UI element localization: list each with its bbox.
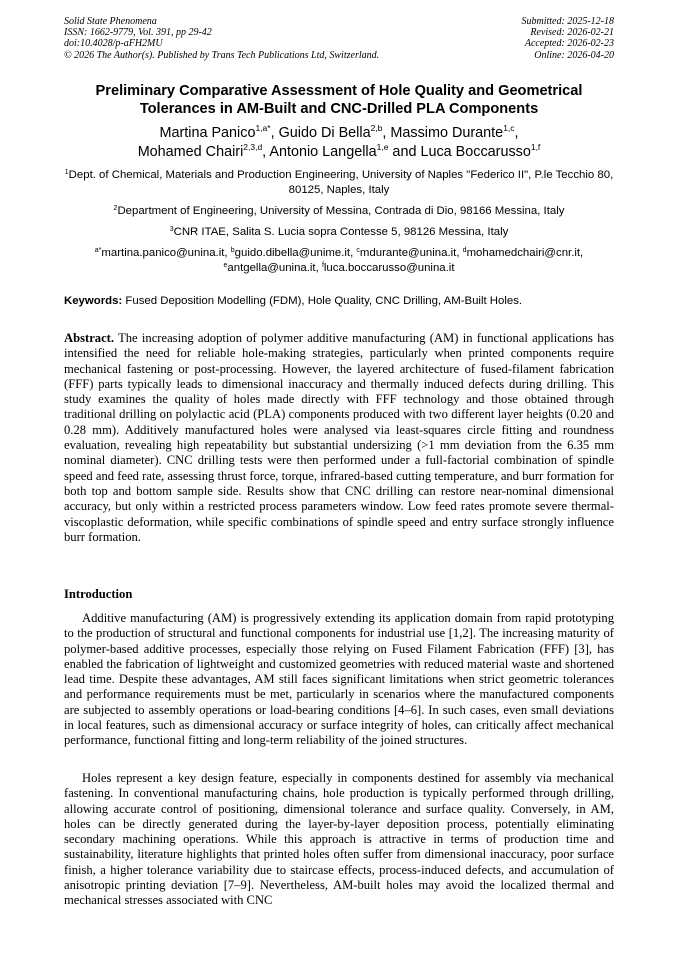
- abstract-label: Abstract.: [64, 331, 115, 345]
- copyright: © 2026 The Author(s). Published by Trans Tech Publications Ltd, Switzerland.: [64, 49, 380, 61]
- accepted-date: Accepted: 2026-02-23: [524, 38, 614, 50]
- affiliation-number: 2: [113, 205, 118, 212]
- affiliation-text: Department of Engineering, University of Messina, Contrada di Dio, 98166 Messina, Italy: [117, 205, 565, 217]
- issn: ISSN: 1662-9779, Vol. 391, pp 29-42: [64, 27, 212, 39]
- author-separator: and: [388, 144, 421, 160]
- email-line-2: [52, 261, 626, 276]
- author-affiliation-mark: 1,e: [376, 142, 389, 152]
- author-line-2: [40, 143, 638, 162]
- abstract: [64, 331, 614, 545]
- paper-title: [40, 82, 638, 118]
- introduction-paragraph-1: Additive manufacturing (AM) is progressively extending its application domain from rapid prototyping to the production of structural and functional components for industrial use [1,2]. The increasing maturity of polymer-based additive processes, especially those relying on Fused Filament Fabrication (FFF) [3], has enabled the fabrication of lightweight and customized geometries with reduced material waste and shortened lead time. Despite these advantages, AM still faces significant limitations when strict geometric tolerances and performance requirements must be met, particularly in scenarios where the manufactured components are subjected to assembly operations or load-bearing conditions [4–6]. In such cases, even small deviations in local features, such as dimensional accuracy or surface integrity of holes, can critically affect mechanical performance, functional fitting and long-term reliability of the joined structures.: [64, 611, 614, 748]
- affiliation-text: Dept. of Chemical, Materials and Production Engineering, University of Naples "Federico II", P.le Tecchio 80, 80125, Naples, Italy: [68, 169, 614, 196]
- email-link[interactable]: mohamedchairi@cnr.it,: [466, 247, 584, 259]
- author-affiliation-mark: 1,f: [530, 142, 541, 152]
- author-separator: ,: [262, 144, 270, 160]
- email-link[interactable]: martina.panico@unina.it,: [101, 247, 231, 259]
- author-affiliation-mark: 2,b: [370, 123, 383, 133]
- author-name: Massimo Durante: [390, 125, 504, 141]
- email-mark: e: [223, 262, 228, 269]
- author-affiliation-mark: 2,3,d: [243, 142, 263, 152]
- introduction-paragraph-2: Holes represent a key design feature, especially in components destined for assembly via mechanical fastening. In conventional manufacturing chains, hole production is typically performed through drilling, allowing accurate control of positioning, dimensional tolerance and surface quality. Conversely, in AM, holes can be directly generated during the layer-by-layer deposition process, potentially eliminating secondary machining operations. While this approach is attractive in terms of production time and sustainability, literature highlights that printed holes often suffer from dimensional inaccuracy, poor surface finish, a higher tolerance variability due to staircase effects, process-induced defects, and accumulation of anisotropic printing deviation [7–9]. Nevertheless, AM-built holes may avoid the localized thermal and mechanical stresses associated with CNC: [64, 771, 614, 908]
- affiliation-3: [52, 225, 626, 240]
- title-line-2: Tolerances in AM-Built and CNC-Drilled PLA Components: [139, 101, 539, 117]
- email-mark: d: [462, 247, 467, 254]
- author-affiliation-mark: 1,a*: [255, 123, 271, 133]
- author-name: Antonio Langella: [269, 144, 377, 160]
- author-list: [40, 124, 638, 162]
- affiliation-number: 3: [169, 226, 174, 233]
- affiliation-2: [52, 204, 626, 219]
- affiliation-text: CNR ITAE, Salita S. Lucia sopra Contesse 5, 98126 Messina, Italy: [173, 226, 509, 238]
- email-link[interactable]: antgella@unina.it,: [227, 262, 322, 274]
- author-separator: ,: [514, 125, 519, 141]
- author-name: Luca Boccarusso: [420, 144, 531, 160]
- author-emails: [52, 246, 626, 276]
- revised-date: Revised: 2026-02-21: [530, 27, 614, 39]
- journal-header-right: [522, 16, 615, 61]
- author-name: Mohamed Chairi: [137, 144, 244, 160]
- title-line-1: Preliminary Comparative Assessment of Hole Quality and Geometrical: [95, 83, 583, 99]
- submitted-date: Submitted: 2025-12-18: [521, 16, 614, 27]
- author-name: Guido Di Bella: [278, 125, 371, 141]
- affiliation-number: 1: [64, 169, 69, 176]
- online-date: Online: 2026-04-20: [534, 49, 614, 61]
- affiliation-1: [52, 168, 626, 198]
- email-mark: f: [321, 262, 324, 269]
- email-line-1: [52, 246, 626, 261]
- doi: doi:10.4028/p-aFH2MU: [64, 38, 163, 50]
- author-affiliation-mark: 1,c: [503, 123, 515, 133]
- abstract-text: The increasing adoption of polymer additive manufacturing (AM) in functional applications has intensified the need for reliable hole-making strategies, particularly when printed components require mechanical fastening or post-processing. However, the layered architecture of fused-filament fabrication (FFF) parts typically leads to dimensional inaccuracy and thermally induced defects during drilling. This study examines the quality of holes made directly with FFF technology and those obtained through traditional drilling on polylactic acid (PLA) components produced with two different layer heights (0.20 and 0.28 mm). Additively manufactured holes were analysed via least-squares circle fitting and roundness evaluation, revealing high repeatability but substantial undersizing (>1 mm deviation from the 6.35 mm nominal diameter). CNC drilling tests were then performed under a full-factorial combination of spindle speed and feed rate, assessing thrust force, torque, infrared-based cutting temperature, and burr formation for both top and bottom sample side. Results show that CNC drilling can restore near-nominal dimensional accuracy, but only within a restricted process parameters window. Low feed rates promote severe thermal-viscoplastic deformation, while specific combinations of spindle speed and entry surface strongly influence burr formation.: [64, 331, 614, 544]
- section-heading-introduction: Introduction: [64, 587, 133, 601]
- journal-header-left: [64, 16, 379, 61]
- keywords-text: Fused Deposition Modelling (FDM), Hole Quality, CNC Drilling, AM-Built Holes.: [125, 295, 523, 307]
- author-separator: ,: [382, 125, 391, 141]
- email-link[interactable]: guido.dibella@unime.it,: [234, 247, 357, 259]
- author-separator: ,: [270, 125, 279, 141]
- email-mark: b: [230, 247, 235, 254]
- journal-name: Solid State Phenomena: [64, 16, 157, 27]
- keywords: [64, 294, 624, 309]
- email-link[interactable]: mdurante@unina.it,: [359, 247, 463, 259]
- email-link[interactable]: luca.boccarusso@unina.it: [323, 262, 455, 274]
- author-line-1: [40, 124, 638, 143]
- email-mark: a*: [94, 247, 102, 254]
- author-name: Martina Panico: [159, 125, 256, 141]
- keywords-label: Keywords:: [64, 295, 123, 307]
- email-mark: c: [356, 247, 360, 254]
